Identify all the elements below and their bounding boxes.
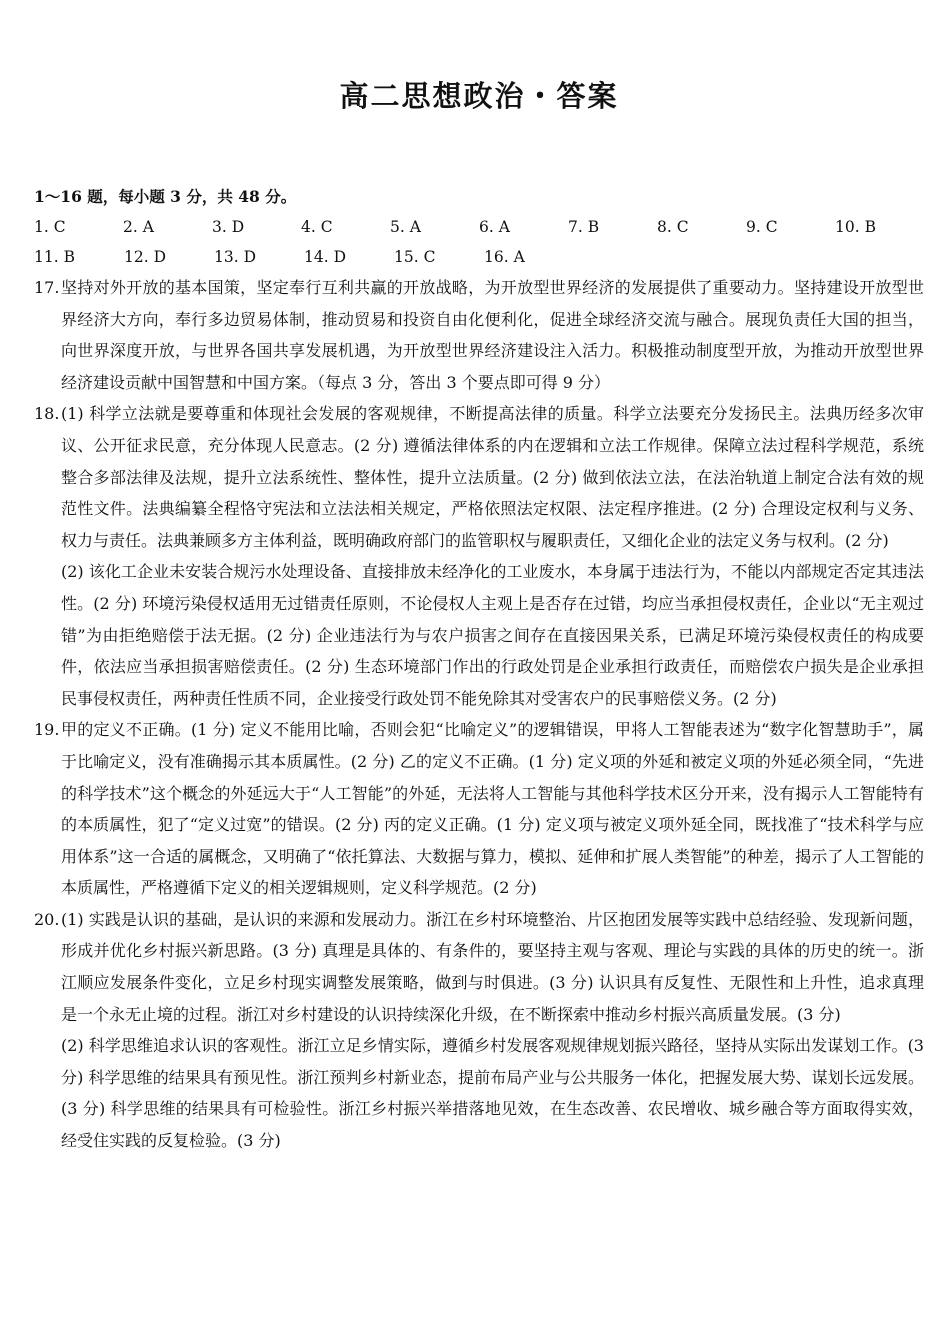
mc-answer: 11. B xyxy=(34,248,75,266)
question-18 xyxy=(34,398,924,714)
question-number: 18. xyxy=(34,404,60,424)
answer-paragraph: 坚持对外开放的基本国策，坚定奉行互利共赢的开放战略，为开放型世界经济的发展提供了重要动力。坚持建设开放型世界经济大方向，奉行多边贸易体制，推动贸易和投资自由化便利化，促进全球经济交流与融合。展现负责任大国的担当，向世界深度开放，与世界各国共享发展机遇，为开放型世界经济建设注入活力。积极推动制度型开放，为推动开放型世界经济建设贡献中国智慧和中国方案。（每点 3 分，答出 3 个要点即可得 9 分） xyxy=(61,278,924,392)
question-19-answer xyxy=(61,714,924,904)
mc-answer: 9. C xyxy=(746,218,778,236)
question-number: 20. xyxy=(34,909,60,929)
mc-answer: 3. D xyxy=(212,218,245,236)
page-title: 高二思想政治・答案 xyxy=(339,79,619,113)
mc-answer: 14. D xyxy=(304,248,347,266)
mc-answer: 5. A xyxy=(390,218,421,236)
mc-answer: 12. D xyxy=(124,248,167,266)
question-18-answer xyxy=(61,398,924,714)
mc-answer: 13. D xyxy=(214,248,257,266)
question-17 xyxy=(34,272,924,398)
mc-row-1 xyxy=(34,212,924,242)
mc-answer: 2. A xyxy=(123,218,154,236)
answer-paragraph-2: (2) 科学思维追求认识的客观性。浙江立足乡情实际，遵循乡村发展客观规律规划振兴路径，坚持从实际出发谋划工作。(3 分) 科学思维的结果具有预见性。浙江预判乡村新业态，提前布局产业与公共服务一体化，把握发展大势、谋划长远发展。(3 分) 科学思维的结果具有可检验性。浙江乡村振兴举措落地见效，在生态改善、农民增收、城乡融合等方面取得实效，经受住实践的反复检验。(3 分) xyxy=(61,1036,924,1151)
mc-answer: 7. B xyxy=(568,218,600,236)
mc-intro: 1～16 题，每小题 3 分，共 48 分。 xyxy=(34,187,297,206)
mc-row-2 xyxy=(34,242,924,272)
answer-paragraph-1: (1) 实践是认识的基础，是认识的来源和发展动力。浙江在乡村环境整治、片区抱团发展等实践中总结经验、发现新问题，形成并优化乡村振兴新思路。(3 分) 真理是具体的、有条件的，要坚持主观与客观、理论与实践的具体的历史的统一。浙江顺应发展条件变化，立足乡村现实调整发展策略，做到与时俱进。(3 分) 认识具有反复性、无限性和上升性，追求真理是一个永无止境的过程。浙江对乡村建设的认识持续深化升级，在不断探索中推动乡村振兴高质量发展。(3 分) xyxy=(61,909,924,1024)
mc-answer: 8. C xyxy=(657,218,689,236)
question-20 xyxy=(34,904,924,1157)
mc-answer: 6. A xyxy=(479,218,510,236)
mc-answer: 10. B xyxy=(835,218,876,236)
multiple-choice-section xyxy=(34,182,924,272)
mc-answer: 16. A xyxy=(484,248,525,266)
question-19 xyxy=(34,714,924,904)
question-20-answer xyxy=(61,904,924,1157)
answer-paragraph: 甲的定义不正确。(1 分) 定义不能用比喻，否则会犯“比喻定义”的逻辑错误，甲将人工智能表述为“数字化智慧助手”，属于比喻定义，没有准确揭示其本质属性。(2 分) 乙的定义不正确。(1 分) 定义项的外延和被定义项的外延必须全同，“先进的科学技术”这个概念的外延远大于“人工智能”的外延，无法将人工智能与其他科学技术区分开来，没有揭示人工智能特有的本质属性，犯了“定义过宽”的错误。(2 分) 丙的定义正确。(1 分) 定义项与被定义项外延全同，既找准了“技术科学与应用体系”这一合适的属概念，又明确了“依托算法、大数据与算力，模拟、延伸和扩展人类智能”的种差，揭示了人工智能的本质属性，严格遵循下定义的相关逻辑规则，定义科学规范。(2 分) xyxy=(61,720,924,898)
question-number: 19. xyxy=(34,720,60,740)
question-number: 17. xyxy=(34,278,60,297)
mc-answer: 15. C xyxy=(394,248,436,266)
mc-answer: 4. C xyxy=(301,218,333,236)
mc-answer: 1. C xyxy=(34,218,66,236)
question-17-answer xyxy=(61,272,924,398)
answer-paragraph-2: (2) 该化工企业未安装合规污水处理设备、直接排放未经净化的工业废水，本身属于违法行为，不能以内部规定否定其违法性。(2 分) 环境污染侵权适用无过错责任原则，不论侵权人主观上是否存在过错，均应当承担侵权责任，企业以“无主观过错”为由拒绝赔偿于法无据。(2 分) 企业违法行为与农户损害之间存在直接因果关系，已满足环境污染侵权责任的构成要件，依法应当承担损害赔偿责任。(2 分) 生态环境部门作出的行政处罚是企业承担行政责任，而赔偿农户损失是企业承担民事侵权责任，两种责任性质不同，企业接受行政处罚不能免除其对受害农户的民事赔偿义务。(2 分) xyxy=(61,562,924,708)
answer-paragraph-1: (1) 科学立法就是要尊重和体现社会发展的客观规律，不断提高法律的质量。科学立法要充分发扬民主。法典历经多次审议、公开征求民意，充分体现人民意志。(2 分) 遵循法律体系的内在逻辑和立法工作规律。保障立法过程科学规范，系统整合多部法律及法规，提升立法系统性、整体性，提升立法质量。(2 分) 做到依法立法，在法治轨道上制定合法有效的规范性文件。法典编纂全程恪守宪法和立法法相关规定，严格依照法定权限、法定程序推进。(2 分) 合理设定权利与义务、权力与责任。法典兼顾多方主体利益，既明确政府部门的监管职权与履职责任，又细化企业的法定义务与权利。(2 分) xyxy=(61,404,924,550)
